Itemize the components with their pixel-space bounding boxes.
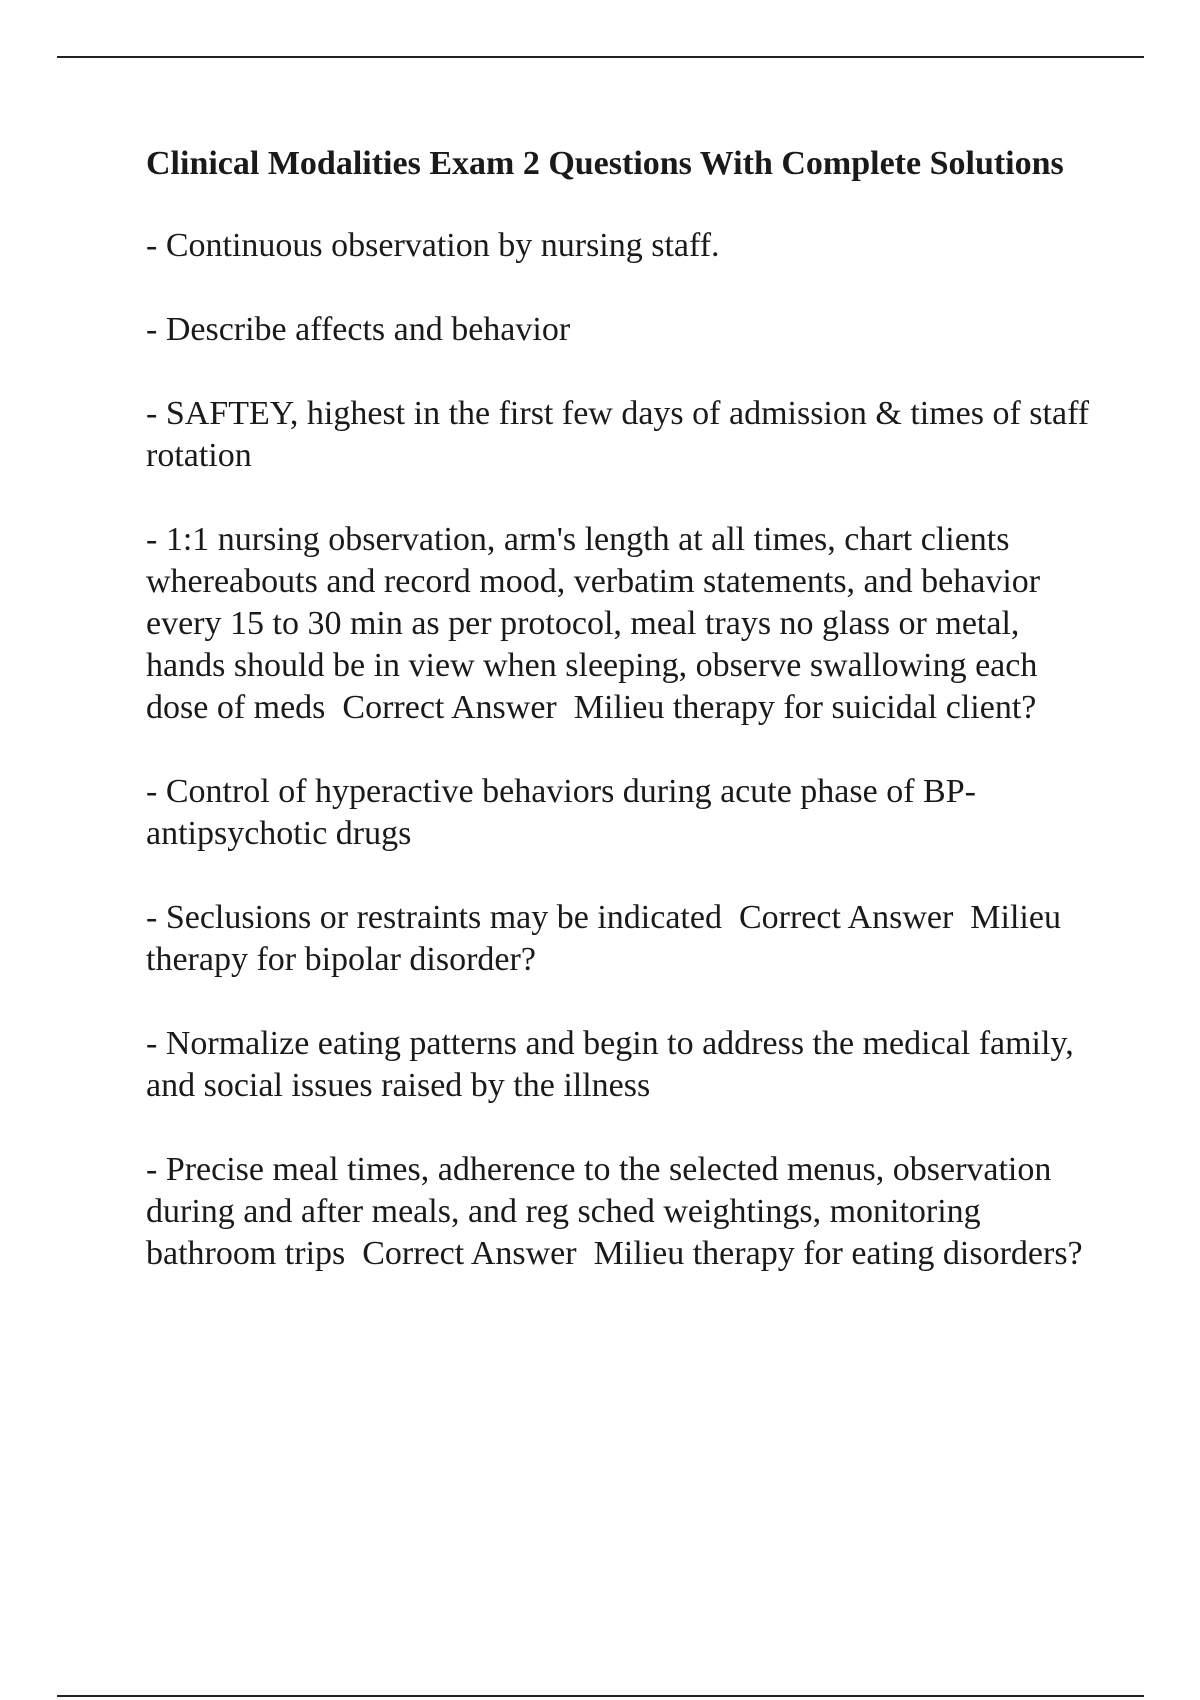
title-spacer bbox=[146, 185, 1096, 225]
paragraph-4: - 1:1 nursing observation, arm's length at all times, chart clients whereabouts and record mood, verbatim statements, and behavior every 15 to 30 min as per protocol, meal trays no glass or metal, hands should be in view when sleeping, observe swallowing each dose of meds Correct Answer Milieu therapy for suicidal client? bbox=[146, 521, 1049, 726]
paragraph-spacer bbox=[146, 855, 1096, 897]
document-title: Clinical Modalities Exam 2 Questions With Complete Solutions bbox=[146, 145, 1064, 182]
top-rule bbox=[57, 56, 1144, 58]
paragraph-8: - Precise meal times, adherence to the selected menus, observation during and after meals, and reg sched weightings, monitoring bathroom trips Correct Answer Milieu therapy for eating disorders? bbox=[146, 1151, 1083, 1272]
bottom-rule bbox=[57, 1695, 1144, 1697]
paragraph-7: - Normalize eating patterns and begin to address the medical family, and social issues raised by the illness bbox=[146, 1025, 1083, 1104]
paragraph-1: - Continuous observation by nursing staff. bbox=[146, 227, 720, 264]
paragraph-spacer bbox=[146, 351, 1096, 393]
paragraph-spacer bbox=[146, 981, 1096, 1023]
paragraph-spacer bbox=[146, 1107, 1096, 1149]
paragraph-5: - Control of hyperactive behaviors during acute phase of BP-antipsychotic drugs bbox=[146, 773, 976, 852]
paragraph-3: - SAFTEY, highest in the first few days of admission & times of staff rotation bbox=[146, 395, 1098, 474]
paragraph-6: - Seclusions or restraints may be indicated Correct Answer Milieu therapy for bipolar disorder? bbox=[146, 899, 1070, 978]
paragraph-spacer bbox=[146, 729, 1096, 771]
paragraph-2: - Describe affects and behavior bbox=[146, 311, 571, 348]
paragraph-spacer bbox=[146, 267, 1096, 309]
paragraph-spacer bbox=[146, 477, 1096, 519]
document-body bbox=[146, 143, 1096, 1275]
